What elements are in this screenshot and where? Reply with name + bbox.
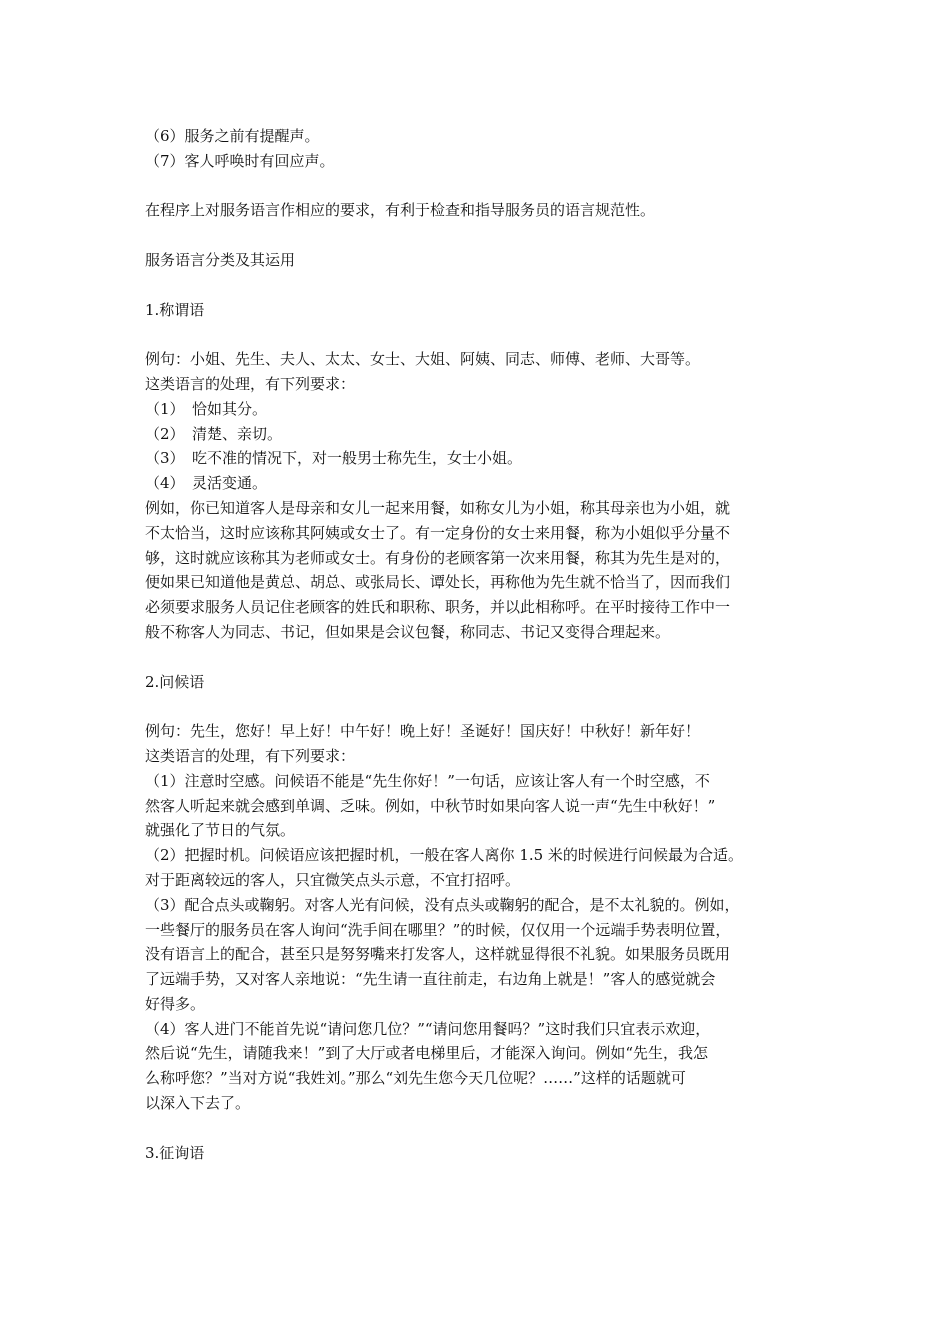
section-1-line: 必须要求服务人员记住老顾客的姓氏和职称、职务，并以此相称呼。在平时接待工作中一	[145, 598, 731, 617]
section-2-line: 然后说“先生，请随我来！”到了大厅或者电梯里后，才能深入询问。例如“先生，我怎	[145, 1044, 709, 1063]
intro-item-7: （7）客人呼唤时有回应声。	[145, 151, 335, 170]
section-2-line: 么称呼您？”当对方说“我姓刘。”那么“刘先生您今天几位呢？……”这样的话题就可	[145, 1069, 686, 1088]
section-1-line: 不太恰当，这时应该称其阿姨或女士了。有一定身份的女士来用餐，称为小姐似乎分量不	[145, 523, 731, 542]
section-2-line: （2）把握时机。问候语应该把握时机，一般在客人离你 1.5 米的时候进行问候最为合适。	[145, 846, 743, 865]
section-2-line: 然客人听起来就会感到单调、乏味。例如，中秋节时如果向客人说一声“先生中秋好！”	[145, 796, 716, 815]
spacer	[145, 223, 809, 248]
section-1-heading: 1.称谓语	[145, 300, 205, 319]
section-1-line: （1） 恰如其分。	[145, 399, 268, 418]
section-1-line: （2） 清楚、亲切。	[145, 424, 283, 443]
section-1-line: 便如果已知道他是黄总、胡总、或张局长、谭处长，再称他为先生就不恰当了，因而我们	[145, 573, 731, 592]
section-2-line: 这类语言的处理，有下列要求：	[145, 746, 356, 765]
section-1-line: 例句：小姐、先生、夫人、太太、女士、大姐、阿姨、同志、师傅、老师、大哥等。	[145, 350, 701, 369]
intro-item-6: （6）服务之前有提醒声。	[145, 127, 320, 145]
section-2-line: （4）客人进门不能首先说“请问您几位？”“请问您用餐吗？”这时我们只宜表示欢迎，	[145, 1019, 711, 1038]
section-2-line: 例句：先生，您好！早上好！中午好！晚上好！圣诞好！国庆好！中秋好！新年好！	[145, 722, 701, 741]
section-2-line: 就强化了节日的气氛。	[145, 821, 296, 840]
section-2-body	[145, 719, 809, 1116]
spacer	[145, 322, 809, 347]
section-2-line: （1）注意时空感。问候语不能是“先生你好！”一句话，应该让客人有一个时空感，不	[145, 771, 710, 790]
section-1-line: （4） 灵活变通。	[145, 474, 268, 493]
spacer	[145, 273, 809, 298]
section-2-line: 好得多。	[145, 994, 206, 1013]
section-1-line: （3） 吃不准的情况下，对一般男士称先生，女士小姐。	[145, 449, 523, 468]
spacer	[145, 694, 809, 719]
section-2-line: （3）配合点头或鞠躬。对客人光有问候，没有点头或鞠躬的配合，是不太礼貌的。例如，	[145, 895, 740, 914]
section-3-heading: 3.征询语	[145, 1143, 205, 1162]
section-1-body	[145, 347, 809, 645]
document-page	[145, 124, 809, 1165]
spacer	[145, 645, 809, 670]
intro-paragraph: 在程序上对服务语言作相应的要求，有利于检查和指导服务员的语言规范性。	[145, 201, 656, 220]
section-1-line: 这类语言的处理，有下列要求：	[145, 374, 356, 393]
section-2-line: 以深入下去了。	[145, 1094, 251, 1113]
section-2-line: 了远端手势，又对客人亲地说：“先生请一直往前走，右边角上就是！”客人的感觉就会	[145, 970, 716, 989]
section-1-line: 例如，你已知道客人是母亲和女儿一起来用餐，如称女儿为小姐，称其母亲也为小姐，就	[145, 498, 731, 517]
section-2-heading: 2.问候语	[145, 672, 205, 691]
section-2-line: 没有语言上的配合，甚至只是努努嘴来打发客人，这样就显得很不礼貌。如果服务员既用	[145, 945, 731, 964]
section-2-line: 一些餐厅的服务员在客人询问“洗手间在哪里？”的时候，仅仅用一个远端手势表明位置，	[145, 920, 731, 939]
section-1-line: 般不称客人为同志、书记，但如果是会议包餐，称同志、书记又变得合理起来。	[145, 622, 671, 641]
spacer	[145, 1116, 809, 1141]
section-2-line: 对于距离较远的客人，只宜微笑点头示意，不宜打招呼。	[145, 870, 521, 889]
section-title: 服务语言分类及其运用	[145, 250, 296, 269]
section-1-line: 够，这时就应该称其为老师或女士。有身份的老顾客第一次来用餐，称其为先生是对的，	[145, 548, 731, 567]
spacer	[145, 174, 809, 199]
